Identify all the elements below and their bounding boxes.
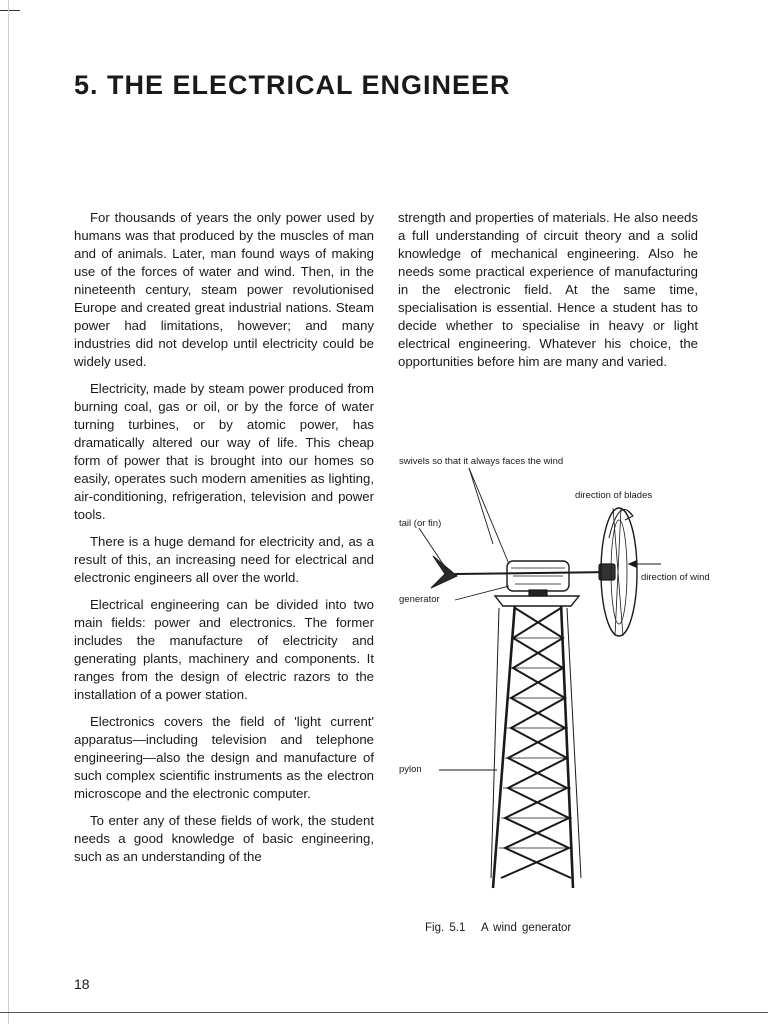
label-direction-of-wind: direction of wind [641, 572, 710, 583]
label-tail-fin: tail (or fin) [399, 518, 442, 529]
label-swivels: swivels so that it always faces the wind [399, 456, 564, 467]
right-text-column [398, 209, 698, 380]
label-pylon: pylon [399, 764, 422, 775]
caption-text: A wind generator [480, 922, 572, 934]
paragraph: To enter any of these fields of work, the student needs a good knowledge of basic engineering, such as an understanding of the [74, 813, 374, 864]
paragraph: strength and properties of materials. He also needs a full understanding of circuit theory and a solid knowledge of mechanical engineering. Also he needs some practical experience of manufacturing in the electronic field. At the same time, specialisation is essential. Hence a student has to decide whether to specialise in heavy or light electrical engineering. Whatever his choice, the opportunities before him are many and varied. [398, 210, 698, 369]
page-bottom-line [0, 1012, 768, 1013]
page-number: 18 [74, 976, 90, 992]
wind-generator-drawing [395, 448, 765, 898]
paragraph: For thousands of years the only power used by humans was that produced by the muscles of man and of animals. Later, man found ways of making use of the forces of water and wind. Then, in the nineteenth century, steam power revolutionised Europe and created great industrial nations. Steam power had limitations, however; and many industries did not develop until electricity could be widely used. [74, 210, 374, 369]
page-edge-line [8, 0, 9, 1024]
wind-generator-figure [395, 448, 765, 898]
label-generator: generator [399, 594, 440, 605]
label-direction-of-blades: direction of blades [575, 490, 653, 501]
caption-number: Fig. 5.1 [425, 922, 466, 934]
paragraph: Electronics covers the field of 'light current' apparatus—including television and telephone engineering—also the design and manufacture of such complex scientific instruments as the electron microscope and the electronic computer. [74, 714, 374, 801]
chapter-title: 5. THE ELECTRICAL ENGINEER [74, 70, 511, 100]
paragraph: There is a huge demand for electricity and, as a result of this, an increasing need for electrical and electronic engineers all over the world. [74, 534, 374, 585]
figure-caption [425, 922, 571, 934]
corner-crop-mark [0, 10, 20, 11]
left-text-column [74, 209, 374, 875]
paragraph: Electricity, made by steam power produced from burning coal, gas or oil, or by the force of water turning turbines, or by atomic power, has dramatically altered our way of life. This cheap form of power that is brought into our homes so easily, operates such modern amenities as lighting, air-conditioning, refrigeration, television and power tools. [74, 381, 374, 522]
paragraph: Electrical engineering can be divided into two main fields: power and electronics. The former includes the manufacture of electricity and generating plants, machinery and components. It ranges from the design of electric razors to the installation of a power station. [74, 597, 374, 702]
